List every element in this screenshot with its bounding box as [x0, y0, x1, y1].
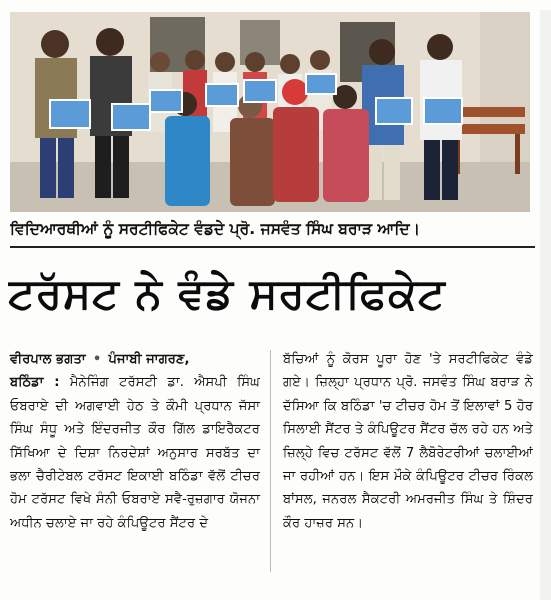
photo-caption: ਵਿਦਿਆਰਥੀਆਂ ਨੂੰ ਸਰਟੀਫਿਕੇਟ ਵੰਡਦੇ ਪ੍ਰੋ. ਜਸਵੰਤ ਸਿੰਘ ਬਰਾੜ ਆਦਿ।: [10, 220, 421, 238]
article-body-right: ਬੱਚਿਆਂ ਨੂੰ ਕੋਰਸ ਪੂਰਾ ਹੋਣ 'ਤੇ ਸਰਟੀਫਿਕੇਟ ਵੰਡੇ ਗਏ। ਜ਼ਿਲ੍ਹਾ ਪ੍ਰਧਾਨ ਪ੍ਰੋ. ਜਸਵੰਤ ਸਿੰਘ ਬਰਾੜ ਨੇ ਦੱਸਿਆ ਕਿ ਬਠਿੰਡਾ 'ਚ ਟੀਚਰ ਹੋਮ ਤੋਂ ਇਲਾਵਾਂ 5 ਹੋਰ ਸਿਲਾਈ ਸੈਂਟਰ ਤੇ ਕੰਪਿਊਟਰ ਸੈਂਟਰ ਚੱਲ ਰਹੇ ਹਨ ਅਤੇ ਜ਼ਿਲ੍ਹੇ ਵਿਚ ਟਰੱਸਟ ਵੱਲੋਂ 7 ਲੈਬੋਰੇਟਰੀਆਂ ਚਲਾਈਆਂ ਜਾ ਰਹੀਆਂ ਹਨ। ਇਸ ਮੌਕੇ ਕੰਪਿਊਟਰ ਟੀਚਰ ਰਿੰਕਲ ਬਾਂਸਲ, ਜਨਰਲ ਸੈਕਟਰੀ ਅਮਰਜੀਤ ਸਿੰਘ ਤੇ ਸ਼ਿੰਦਰ ਕੌਰ ਹਾਜ਼ਰ ਸਨ।: [283, 352, 533, 531]
article-column-left: [10, 348, 260, 535]
headline: ਟਰੱਸਟ ਨੇ ਵੰਡੇ ਸਰਟੀਫਿਕੇਟ: [8, 269, 446, 318]
page-edge: [540, 10, 551, 600]
group-photo: [10, 12, 530, 212]
caption-divider: [10, 246, 535, 248]
publication-name: ਪੰਜਾਬੀ ਜਾਗਰਣ,: [108, 352, 190, 367]
byline-bullet: •: [92, 352, 102, 367]
byline: ਵੀਰਪਾਲ ਭਗਤਾ: [10, 352, 86, 367]
column-divider: [270, 350, 271, 572]
dateline: ਬਠਿੰਡਾ :: [10, 375, 60, 391]
article-column-right: [283, 348, 533, 535]
article-body-left: ਮੈਨੇਜਿੰਗ ਟਰੱਸਟੀ ਡਾ. ਐਸਪੀ ਸਿੰਘ ਓਬਰਾਏ ਦੀ ਅਗਵਾਈ ਹੇਠ ਤੇ ਕੌਮੀ ਪ੍ਰਧਾਨ ਜੱਸਾ ਸਿੰਘ ਸੰਧੂ ਅਤੇ ਇੰਦਰਜੀਤ ਕੌਰ ਗਿੱਲ ਡਾਇਰੈਕਟਰ ਸਿੱਖਿਆ ਦੇ ਦਿਸ਼ਾ ਨਿਰਦੇਸ਼ਾਂ ਅਨੁਸਾਰ ਸਰਬੱਤ ਦਾ ਭਲਾ ਚੈਰੀਟੇਬਲ ਟਰੱਸਟ ਇਕਾਈ ਬਠਿੰਡਾ ਵੱਲੋਂ ਟੀਚਰ ਹੋਮ ਟਰੱਸਟ ਵਿਖੇ ਸੰਨੀ ਓਬਰਾਏ ਸਵੈ-ਰੁਜ਼ਗਾਰ ਯੋਜਨਾ ਅਧੀਨ ਚਲਾਏ ਜਾ ਰਹੇ ਕੰਪਿਊਟਰ ਸੈਂਟਰ ਦੇ: [10, 375, 260, 531]
